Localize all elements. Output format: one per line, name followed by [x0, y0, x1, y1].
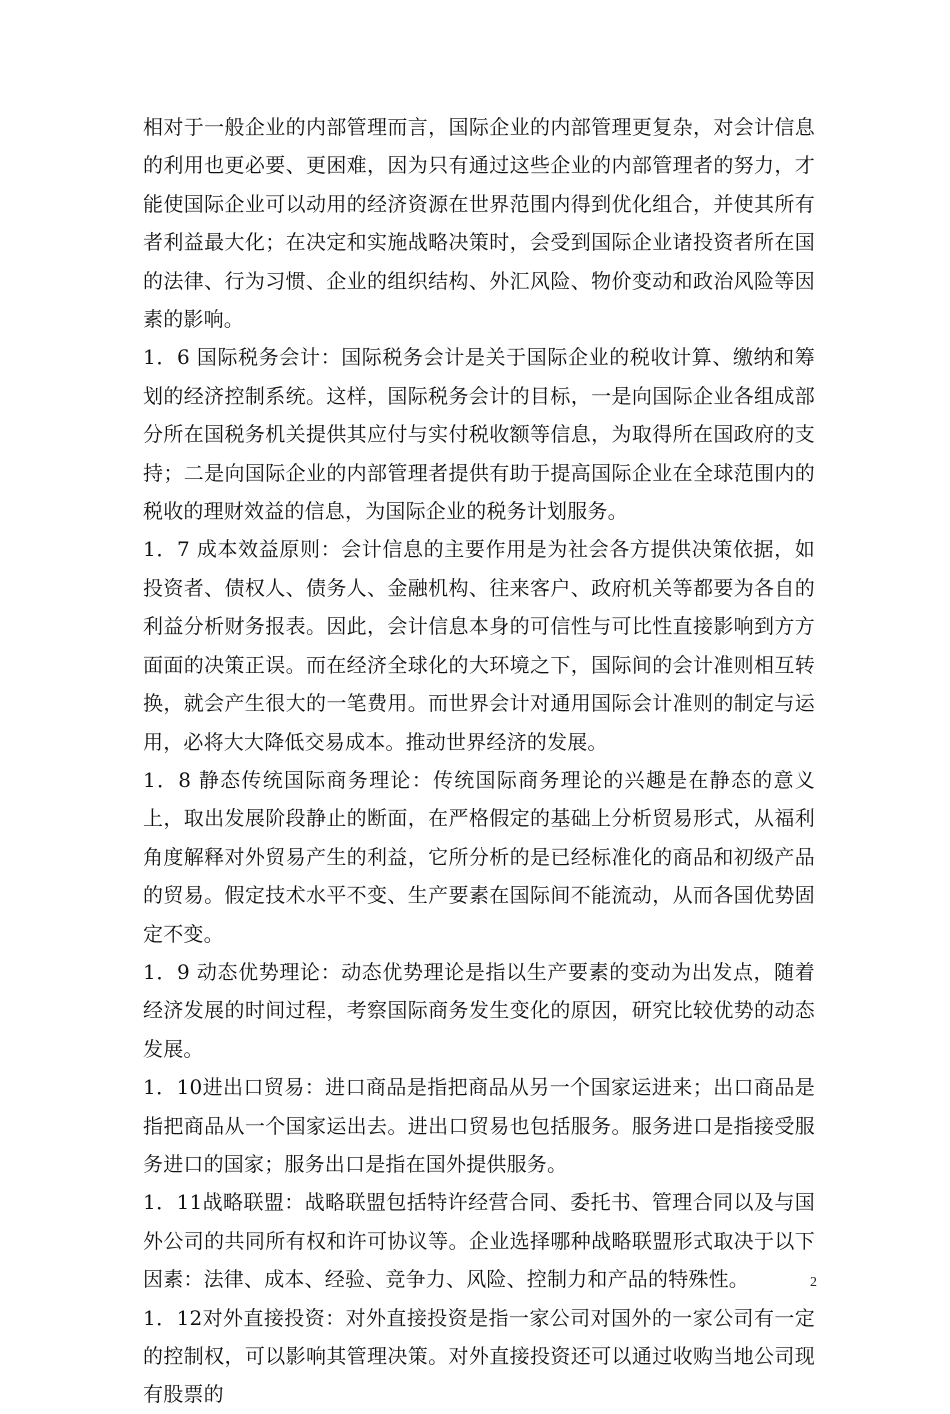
body-text	[143, 108, 815, 1414]
page-number: 2	[810, 1275, 817, 1290]
paragraph-dynamic-advantage-theory: 1．9 动态优势理论：动态优势理论是指以生产要素的变动为出发点，随着经济发展的时间过程，考察国际商务发生变化的原因，研究比较优势的动态发展。	[143, 959, 815, 1061]
paragraph-cost-benefit-principle: 1．7 成本效益原则：会计信息的主要作用是为社会各方提供决策依据，如投资者、债权人、债务人、金融机构、往来客户、政府机关等都要为各自的利益分析财务报表。因此，会计信息本身的可信性与可比性直接影响到方方面面的决策正误。而在经济全球化的大环境之下，国际间的会计准则相互转换，就会产生很大的一笔费用。而世界会计对通用国际会计准则的制定与运用，必将大大降低交易成本。推动世界经济的发展。	[143, 537, 815, 754]
paragraph-international-tax-accounting: 1．6 国际税务会计：国际税务会计是关于国际企业的税收计算、缴纳和筹划的经济控制系统。这样，国际税务会计的目标，一是向国际企业各组成部分所在国税务机关提供其应付与实付税收额等信息，为取得所在国政府的支持；二是向国际企业的内部管理者提供有助于提高国际企业在全球范围内的税收的理财效益的信息，为国际企业的税务计划服务。	[143, 345, 815, 524]
paragraph-strategic-alliance: 1．11战略联盟：战略联盟包括特许经营合同、委托书、管理合同以及与国外公司的共同所有权和许可协议等。企业选择哪种战略联盟形式取决于以下因素：法律、成本、经验、竞争力、风险、控制力和产品的特殊性。	[143, 1190, 815, 1292]
paragraph-static-trade-theory: 1．8 静态传统国际商务理论：传统国际商务理论的兴趣是在静态的意义上，取出发展阶段静止的断面，在严格假定的基础上分析贸易形式，从福利角度解释对外贸易产生的利益，它所分析的是已经标准化的商品和初级产品的贸易。假定技术水平不变、生产要素在国际间不能流动，从而各国优势固定不变。	[143, 767, 815, 946]
paragraph-internal-management: 相对于一般企业的内部管理而言，国际企业的内部管理更复杂，对会计信息的利用也更必要、更困难，因为只有通过这些企业的内部管理者的努力，才能使国际企业可以动用的经济资源在世界范围内得到优化组合，并使其所有者利益最大化；在决定和实施战略决策时，会受到国际企业诸投资者所在国的法律、行为习惯、企业的组织结构、外汇风险、物价变动和政治风险等因素的影响。	[143, 115, 815, 332]
paragraph-import-export-trade: 1．10进出口贸易：进口商品是指把商品从另一个国家运进来；出口商品是指把商品从一个国家运出去。进出口贸易也包括服务。服务进口是指接受服务进口的国家；服务出口是指在国外提供服务。	[143, 1075, 815, 1176]
paragraph-foreign-direct-investment: 1．12对外直接投资：对外直接投资是指一家公司对国外的一家公司有一定的控制权，可以影响其管理决策。对外直接投资还可以通过收购当地公司现有股票的	[143, 1305, 815, 1407]
